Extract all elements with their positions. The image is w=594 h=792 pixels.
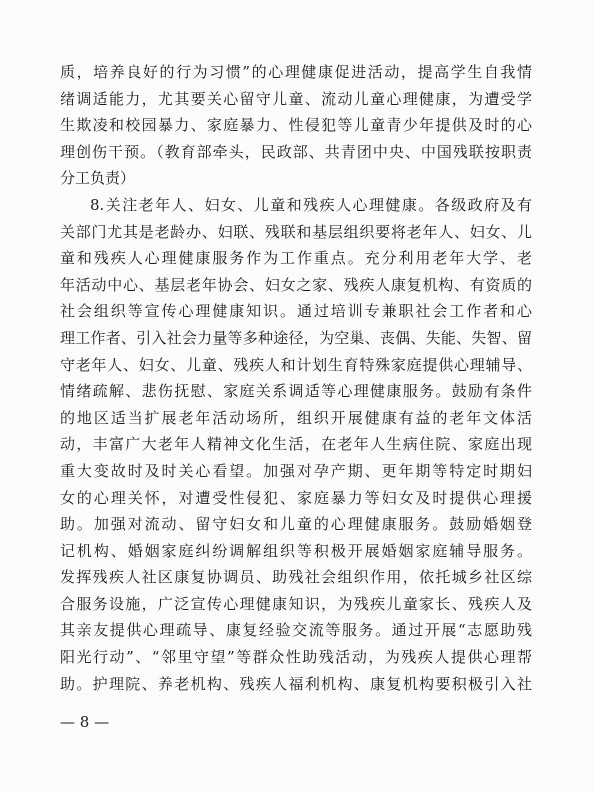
page-number: — 8 — xyxy=(60,713,110,731)
text-line: 动，丰富广大老年人精神文化生活，在老年人生病住院、家庭出现 xyxy=(60,435,532,454)
text-line: 分工负责） xyxy=(60,169,136,188)
text-line: 理工作者、引入社会力量等多种途径，为空巢、丧偶、失能、失智、留 xyxy=(60,328,532,347)
text-line: 记机构、婚姻家庭纠纷调解组织等积极开展婚姻家庭辅导服务。 xyxy=(60,541,532,560)
text-line: 质，培养良好的行为习惯”的心理健康促进活动，提高学生自我情 xyxy=(60,63,532,81)
text-line: 理创伤干预。（教育部牵头，民政部、共青团中央、中国残联按职责 xyxy=(60,142,532,161)
text-line: 关部门尤其是老龄办、妇联、残联和基层组织要将老年人、妇女、儿 xyxy=(60,222,532,241)
text-line: 8.关注老年人、妇女、儿童和残疾人心理健康。各级政府及有 xyxy=(90,195,532,214)
text-line: 社会组织等宣传心理健康知识。通过培训专兼职社会工作者和心 xyxy=(60,302,532,321)
text-line: 守老年人、妇女、儿童、残疾人和计划生育特殊家庭提供心理辅导、 xyxy=(60,355,532,374)
text-line: 童和残疾人心理健康服务作为工作重点。充分利用老年大学、老 xyxy=(60,249,532,268)
text-line: 的地区适当扩展老年活动场所，组织开展健康有益的老年文体活 xyxy=(60,408,532,427)
text-line: 助。加强对流动、留守妇女和儿童的心理健康服务。鼓励婚姻登 xyxy=(60,515,532,534)
text-line: 女的心理关怀，对遭受性侵犯、家庭暴力等妇女及时提供心理援 xyxy=(60,488,532,507)
text-line: 阳光行动”、“邻里守望”等群众性助残活动，为残疾人提供心理帮 xyxy=(60,648,532,667)
paragraph-continued xyxy=(60,59,532,192)
text-line: 情绪疏解、悲伤抚慰、家庭关系调适等心理健康服务。鼓励有条件 xyxy=(60,382,532,401)
text-line: 绪调适能力，尤其要关心留守儿童、流动儿童心理健康，为遭受学 xyxy=(60,89,532,108)
paragraph-item-8 xyxy=(60,192,532,697)
document-body xyxy=(60,59,532,697)
text-line: 重大变故时及时关心看望。加强对孕产期、更年期等特定时期妇 xyxy=(60,461,532,480)
text-line: 合服务设施，广泛宣传心理健康知识，为残疾儿童家长、残疾人及 xyxy=(60,594,532,613)
text-line: 年活动中心、基层老年协会、妇女之家、残疾人康复机构、有资质的 xyxy=(60,275,532,294)
text-line: 发挥残疾人社区康复协调员、助残社会组织作用，依托城乡社区综 xyxy=(60,568,532,587)
text-line: 生欺凌和校园暴力、家庭暴力、性侵犯等儿童青少年提供及时的心 xyxy=(60,116,532,135)
text-line: 助。护理院、养老机构、残疾人福利机构、康复机构要积极引入社 xyxy=(60,674,532,693)
text-line: 其亲友提供心理疏导、康复经验交流等服务。通过开展“志愿助残 xyxy=(60,621,532,640)
